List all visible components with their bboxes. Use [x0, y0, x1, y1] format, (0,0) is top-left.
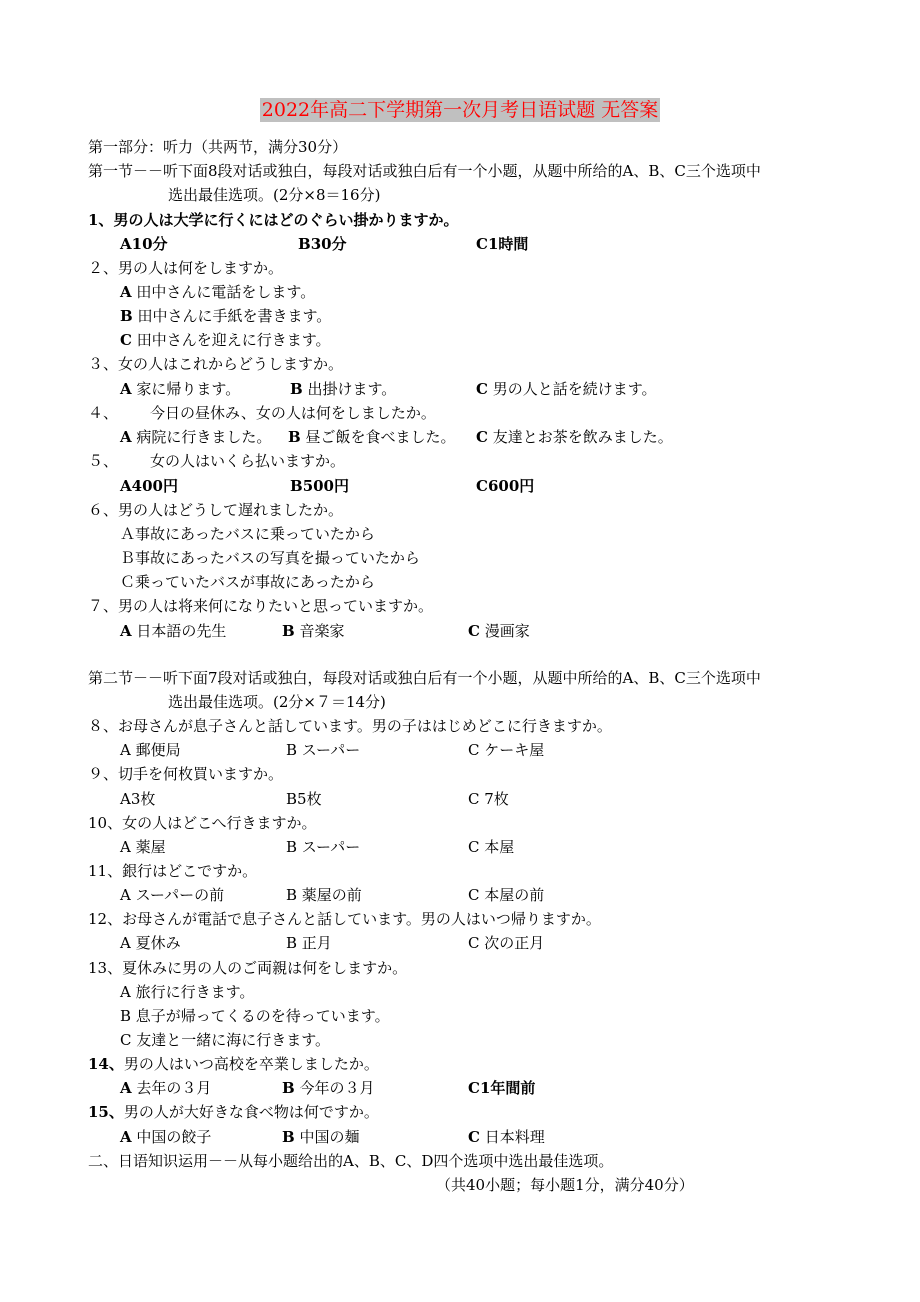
- q6-option-b: Ｂ事故にあったバスの写真を撮っていたから: [120, 549, 420, 567]
- question-number: 12、: [88, 910, 123, 928]
- q11-option-b: B 薬屋の前: [286, 886, 362, 904]
- part2-scoring-note: （共40小题；每小题1分，满分40分）: [436, 1176, 694, 1194]
- section1-instruction-line2: 选出最佳选项。(2分×8＝16分): [168, 186, 381, 204]
- question-text: 女の人はどこへ行きますか。: [122, 814, 317, 832]
- q12-option-a: A 夏休み: [120, 934, 181, 952]
- question-text: 夏休みに男の人のご両親は何をしますか。: [122, 959, 408, 977]
- question-1: [88, 210, 458, 230]
- q15-option-b: B 中国の麺: [282, 1128, 360, 1146]
- question-text: 男の人は大学に行くにはどのぐらい掛かりますか。: [113, 211, 459, 229]
- q11-option-c: C 本屋の前: [468, 886, 545, 904]
- question-number: ３、: [88, 355, 119, 373]
- q9-option-b: B5枚: [286, 790, 322, 808]
- question-number: ６、: [88, 501, 119, 519]
- question-text: 男の人は何をしますか。: [118, 259, 284, 277]
- q14-option-b: B 今年の３月: [282, 1079, 375, 1097]
- q3-option-b: B 出掛けます。: [290, 380, 397, 398]
- section2-instruction-line1: 第二节－－听下面7段对话或独白，每段对话或独白后有一个小题，从题中所给的A、B、C三个选项中: [88, 669, 761, 687]
- question-number: ５、: [88, 452, 119, 470]
- question-15: [88, 1102, 379, 1122]
- part2-heading: 二、日语知识运用－－从每小题给出的A、B、C、D四个选项中选出最佳选项。: [88, 1152, 614, 1170]
- question-text: 銀行はどこですか。: [122, 862, 258, 880]
- question-3: [88, 354, 343, 374]
- question-number: 15、: [88, 1103, 124, 1121]
- question-6: [88, 500, 343, 520]
- q4-option-a: A 病院に行きました。: [120, 428, 272, 446]
- q13-option-b: B 息子が帰ってくるのを待っています。: [120, 1007, 390, 1025]
- question-text: お母さんが電話で息子さんと話しています。男の人はいつ帰りますか。: [122, 910, 601, 928]
- q9-option-a: A3枚: [120, 790, 156, 808]
- question-number: ８、: [88, 717, 119, 735]
- title-container: [0, 98, 920, 122]
- question-text: 女の人はいくら払いますか。: [150, 452, 346, 470]
- question-9: [88, 764, 283, 784]
- question-number: 13、: [88, 959, 123, 977]
- q5-option-b: B500円: [290, 477, 349, 495]
- q2-option-a: A 田中さんに電話をします。: [120, 283, 316, 301]
- section1-instruction-line1: 第一节－－听下面8段对话或独白，每段对话或独白后有一个小题，从题中所给的A、B、C三个选项中: [88, 162, 761, 180]
- document-title: 2022年高二下学期第一次月考日语试题 无答案: [261, 99, 659, 121]
- question-text: 切手を何枚買いますか。: [118, 765, 284, 783]
- question-text: 男の人が大好きな食べ物は何ですか。: [123, 1103, 379, 1121]
- question-4: [88, 403, 436, 423]
- question-13: [88, 958, 407, 978]
- q8-option-c: C ケーキ屋: [468, 741, 545, 759]
- part1-heading: 第一部分：听力（共两节，满分30分）: [88, 138, 348, 156]
- question-7: [88, 596, 433, 616]
- q7-option-a: A 日本語の先生: [120, 622, 227, 640]
- q4-option-b: B 昼ご飯を食べました。: [288, 428, 456, 446]
- q8-option-a: A 郵便局: [120, 741, 181, 759]
- question-8: [88, 716, 612, 736]
- q3-option-c: C 男の人と話を続けます。: [476, 380, 657, 398]
- question-5: [88, 451, 345, 471]
- q15-option-a: A 中国の餃子: [120, 1128, 212, 1146]
- q10-option-a: A 薬屋: [120, 838, 166, 856]
- q6-option-a: Ａ事故にあったバスに乗っていたから: [120, 525, 375, 543]
- q8-option-b: B スーパー: [286, 741, 361, 759]
- question-10: [88, 813, 317, 833]
- question-number: ４、: [88, 404, 119, 422]
- question-2: [88, 258, 283, 278]
- q13-option-a: A 旅行に行きます。: [120, 983, 255, 1001]
- q14-option-a: A 去年の３月: [120, 1079, 212, 1097]
- question-number: ９、: [88, 765, 119, 783]
- q7-option-b: B 音楽家: [282, 622, 345, 640]
- question-text: 女の人はこれからどうしますか。: [118, 355, 344, 373]
- question-text: お母さんが息子さんと話しています。男の子ははじめどこに行きますか。: [118, 717, 612, 735]
- q14-option-c: C1年間前: [468, 1079, 536, 1097]
- question-number: 1、: [88, 211, 114, 229]
- question-11: [88, 861, 257, 881]
- question-14: [88, 1054, 379, 1074]
- q1-option-c: C1時間: [476, 235, 529, 253]
- q10-option-b: B スーパー: [286, 838, 361, 856]
- q1-option-a: A10分: [120, 235, 168, 253]
- question-number: 11、: [88, 862, 123, 880]
- q9-option-c: C 7枚: [468, 790, 509, 808]
- question-text: 今日の昼休み、女の人は何をしましたか。: [150, 404, 436, 422]
- question-text: 男の人はどうして遅れましたか。: [118, 501, 344, 519]
- question-number: ２、: [88, 259, 119, 277]
- q15-option-c: C 日本料理: [468, 1128, 545, 1146]
- q12-option-b: B 正月: [286, 934, 332, 952]
- q10-option-c: C 本屋: [468, 838, 515, 856]
- q13-option-c: C 友達と一緒に海に行きます。: [120, 1031, 331, 1049]
- q4-option-c: C 友達とお茶を飲みました。: [476, 428, 673, 446]
- section2-instruction-line2: 选出最佳选项。(2分×７＝14分): [168, 693, 386, 711]
- question-number: ７、: [88, 597, 119, 615]
- q5-option-c: C600円: [476, 477, 535, 495]
- q7-option-c: C 漫画家: [468, 622, 530, 640]
- question-number: 14、: [88, 1055, 124, 1073]
- q2-option-c: C 田中さんを迎えに行きます。: [120, 331, 331, 349]
- question-text: 男の人は将来何になりたいと思っていますか。: [118, 597, 434, 615]
- question-text: 男の人はいつ高校を卒業しましたか。: [123, 1055, 379, 1073]
- q11-option-a: A スーパーの前: [120, 886, 225, 904]
- q5-option-a: A400円: [120, 477, 178, 495]
- q2-option-b: B 田中さんに手紙を書きます。: [120, 307, 332, 325]
- q6-option-c: Ｃ乗っていたバスが事故にあったから: [120, 573, 375, 591]
- question-12: [88, 909, 601, 929]
- q1-option-b: B30分: [298, 235, 347, 253]
- question-number: 10、: [88, 814, 123, 832]
- q12-option-c: C 次の正月: [468, 934, 545, 952]
- q3-option-a: A 家に帰ります。: [120, 380, 241, 398]
